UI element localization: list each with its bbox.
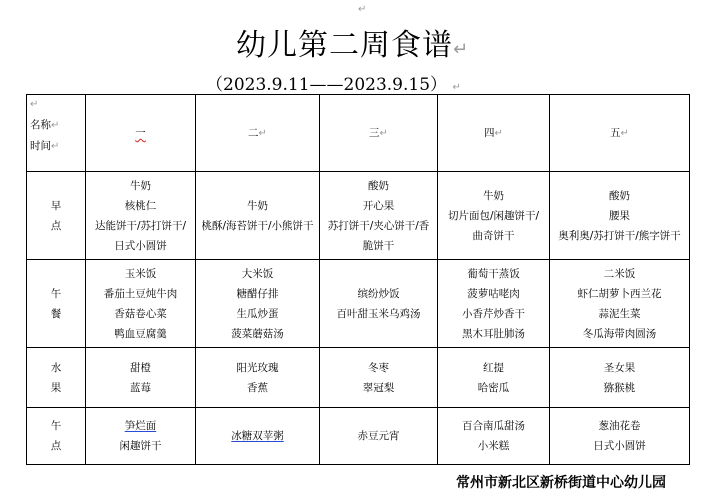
page-title <box>0 20 705 64</box>
day-header-wed: 三↵ <box>320 95 438 172</box>
paragraph-mark: ↵ <box>358 4 367 15</box>
row-label-fruit: 水 果 <box>27 348 86 408</box>
menu-cell: 牛奶 切片面包/闲趣饼干/ 曲奇饼干 <box>438 172 550 260</box>
paragraph-mark: ↵ <box>452 82 461 93</box>
paragraph-mark: ↵ <box>452 39 470 60</box>
menu-cell: 缤纷炒饭 百叶甜玉米乌鸡汤 <box>320 260 438 348</box>
menu-cell: 赤豆元宵 <box>320 408 438 465</box>
meal-row-afternoon-snack <box>27 408 690 465</box>
menu-cell: 阳光玫瑰 香蕉 <box>196 348 320 408</box>
time-label: 时间↵ <box>30 140 60 152</box>
menu-cell: 葱油花卷 日式小圆饼 <box>550 408 690 465</box>
day-header-fri: 五↵ <box>550 95 690 172</box>
paragraph-mark: ↵ <box>30 99 39 110</box>
title-text: 幼儿第二周食谱 <box>235 28 453 63</box>
day-header-mon: 一 <box>86 95 196 172</box>
menu-cell: 笋烂面 闲趣饼干 <box>86 408 196 465</box>
menu-cell: 冰糖双苹粥 <box>196 408 320 465</box>
day-header-tue: 二↵ <box>196 95 320 172</box>
menu-cell: 牛奶 核桃仁 达能饼干/苏打饼干/ 日式小圆饼 <box>86 172 196 260</box>
menu-cell: 二米饭 虾仁胡萝卜西兰花 蒜泥生菜 冬瓜海带肉圆汤 <box>550 260 690 348</box>
date-range-text: （2023.9.11——2023.9.15） <box>206 75 448 95</box>
row-label-lunch: 午 餐 <box>27 260 86 348</box>
school-name: 常州市新北区新桥街道中心幼儿园 <box>456 475 666 491</box>
menu-cell: 酸奶 腰果 奥利奥/苏打饼干/熊字饼干 <box>550 172 690 260</box>
meal-row-fruit <box>27 348 690 408</box>
date-range <box>206 70 461 95</box>
menu-cell: 圣女果 猕猴桃 <box>550 348 690 408</box>
row-label-breakfast: 早 点 <box>27 172 86 260</box>
menu-cell: 甜橙 蓝莓 <box>86 348 196 408</box>
header-corner-cell <box>27 95 86 172</box>
menu-cell: 红提 哈密瓜 <box>438 348 550 408</box>
menu-cell: 酸奶 开心果 苏打饼干/夹心饼干/香 脆饼干 <box>320 172 438 260</box>
menu-cell: 葡萄干蒸饭 菠萝咕咾肉 小香芹炒香干 黑木耳肚肺汤 <box>438 260 550 348</box>
row-label-afternoon-snack: 午 点 <box>27 408 86 465</box>
menu-cell: 玉米饭 番茄土豆炖牛肉 香菇卷心菜 鸭血豆腐羹 <box>86 260 196 348</box>
menu-table <box>26 94 690 465</box>
menu-cell: 冬枣 翠冠梨 <box>320 348 438 408</box>
header-row <box>27 95 690 172</box>
name-label: 名称↵ <box>30 119 60 131</box>
meal-row-lunch <box>27 260 690 348</box>
menu-cell: 牛奶 桃酥/海苔饼干/小熊饼干 <box>196 172 320 260</box>
menu-cell: 大米饭 糖醋仔排 生瓜炒蛋 菠菜蘑菇汤 <box>196 260 320 348</box>
menu-cell: 百合南瓜甜汤 小米糕 <box>438 408 550 465</box>
meal-row-breakfast <box>27 172 690 260</box>
day-header-thu: 四↵ <box>438 95 550 172</box>
